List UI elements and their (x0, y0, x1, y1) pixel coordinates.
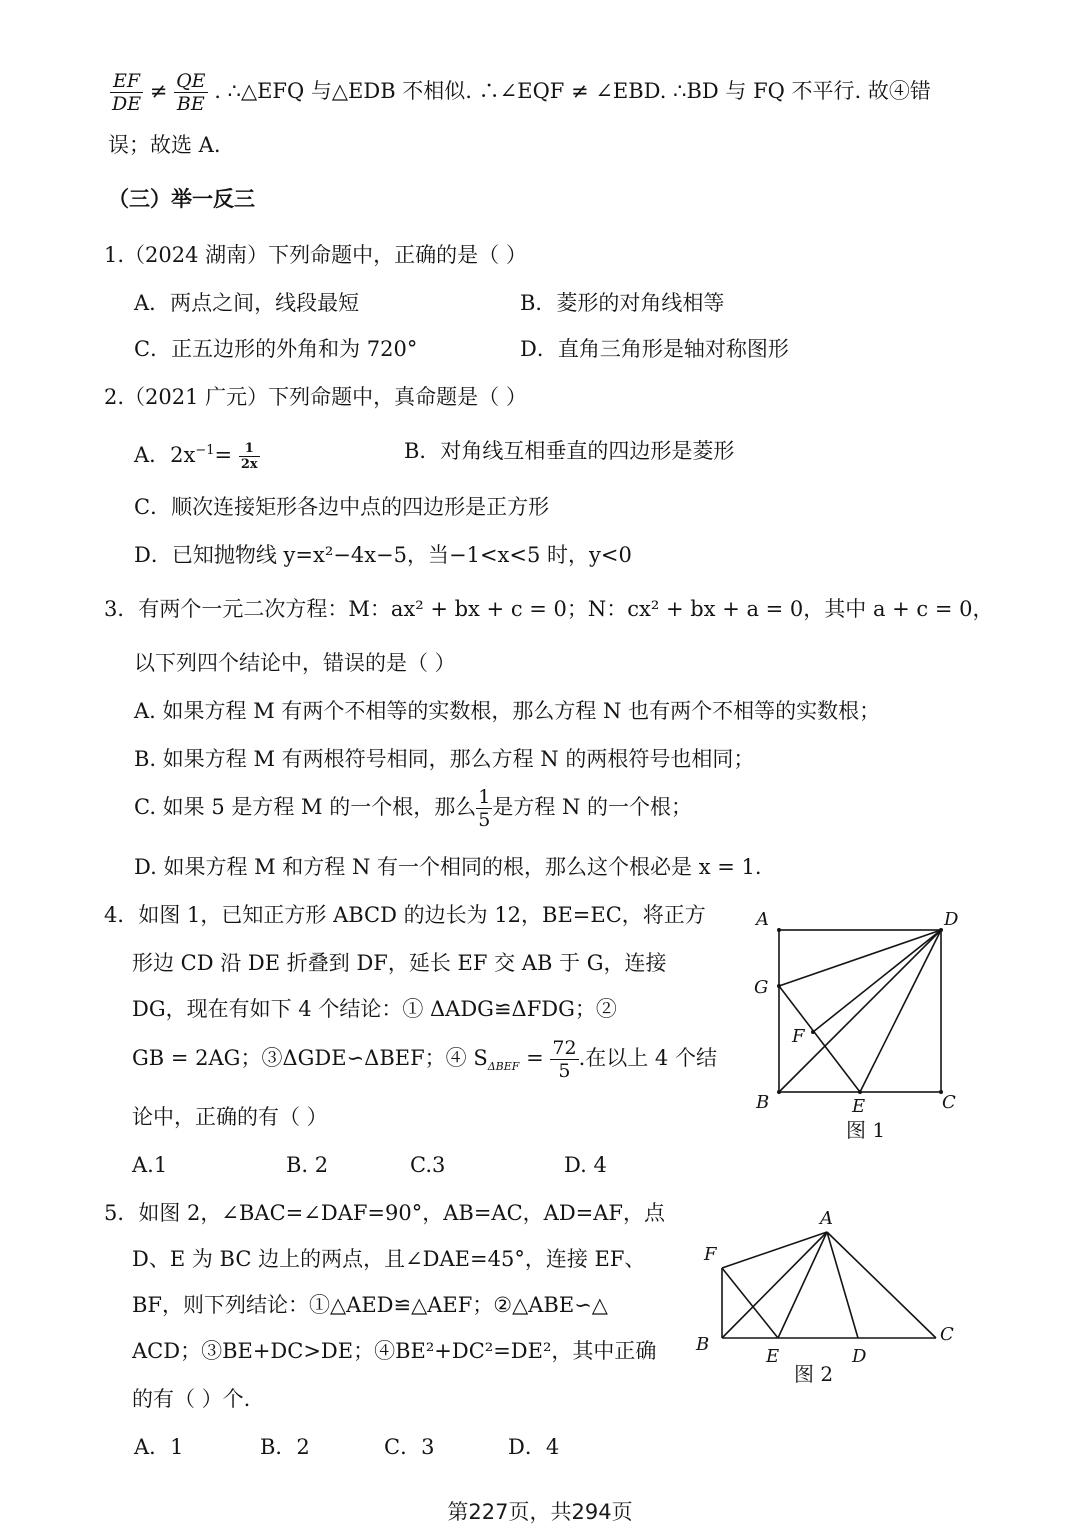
q3-option-c (134, 782, 692, 832)
neq-sign: ≠ (149, 79, 168, 103)
point-g (777, 984, 781, 988)
q3-c-pre: C. 如果 5 是方程 M 的一个根，那么 (134, 795, 477, 819)
segment-af (722, 1232, 827, 1268)
q4-line-4 (132, 1034, 717, 1091)
q2-a-fraction: $\frac{1}{2x}$ (240, 441, 258, 472)
fraction-ef-de: $\frac{EF}{DE}$ (112, 70, 142, 115)
section-title: （三）举一反三 (108, 187, 255, 211)
label-f: F (704, 1244, 717, 1265)
page-footer: 第227页，共294页 (447, 1500, 633, 1524)
point-d (939, 928, 943, 932)
point-f (811, 1030, 815, 1034)
q5-line-3: BF，则下列结论：①△AED≌△AEF；②△ABE∽△ (132, 1293, 608, 1317)
point-e (858, 1090, 862, 1094)
segment-fe (722, 1268, 778, 1338)
q1-option-c: C．正五边形的外角和为 720° (134, 337, 418, 361)
segment-ae (778, 1232, 827, 1338)
q5-option-d: D．4 (508, 1435, 560, 1459)
q4-l4-pre: GB = 2AG；③ΔGDE∽ΔBEF；④ S (132, 1046, 488, 1070)
segment-ac (827, 1232, 936, 1338)
segment-bd (779, 930, 941, 1092)
q3-c-post: 是方程 N 的一个根； (492, 795, 693, 819)
label-b: B (696, 1334, 710, 1355)
q3-option-b: B. 如果方程 M 有两根符号相同，那么方程 N 的两根符号也相同； (134, 747, 755, 771)
segment-fd (813, 930, 941, 1032)
q4-l4-eq: = (519, 1046, 551, 1070)
q2-a-base: A．2x (134, 443, 196, 467)
figure-2-triangle-diagram (690, 1200, 970, 1370)
q5-line-4: ACD；③BE+DC>DE；④BE²+DC²=DE²，其中正确 (132, 1339, 657, 1363)
q5-option-a: A．1 (134, 1435, 184, 1459)
point-a (777, 928, 781, 932)
figure-2-caption: 图 2 (794, 1362, 834, 1386)
label-b: B (756, 1092, 770, 1113)
label-c: C (942, 1092, 956, 1113)
q3-c-fraction: $\frac{1}{5}$ (478, 786, 491, 831)
q1-stem: 1.（2024 湖南）下列命题中，正确的是（ ） (104, 243, 527, 267)
q2-stem: 2.（2021 广元）下列命题中，真命题是（ ） (104, 385, 527, 409)
label-e: E (852, 1096, 866, 1117)
q5-option-b: B．2 (260, 1435, 310, 1459)
q4-option-d: D. 4 (564, 1153, 607, 1177)
q1-option-a: A．两点之间，线段最短 (134, 291, 360, 315)
q3-option-d: D. 如果方程 M 和方程 N 有一个相同的根，那么这个根必是 x = 1. (134, 855, 762, 879)
q2-option-d: D．已知抛物线 y=x²−4x−5，当−1<x<5 时，y<0 (134, 543, 632, 567)
q4-option-b: B. 2 (286, 1153, 329, 1177)
q4-line-3: DG，现在有如下 4 个结论：① ΔADG≌ΔFDG；② (132, 997, 617, 1021)
q2-option-a (134, 430, 260, 476)
q2-option-c: C．顺次连接矩形各边中点的四边形是正方形 (134, 495, 550, 519)
segment-ab (722, 1232, 827, 1338)
q5-option-c: C．3 (384, 1435, 435, 1459)
label-d: D (944, 909, 959, 930)
q3-stem: 3．有两个一元二次方程：M：ax² + bx + c = 0；N：cx² + bx + a = 0，其中 a + c = 0， (104, 597, 994, 621)
q5-line-5: 的有（ ）个. (132, 1387, 251, 1411)
label-g: G (754, 977, 769, 998)
label-a: A (820, 1208, 833, 1229)
q4-option-a: A.1 (132, 1153, 168, 1177)
q4-option-c: C.3 (410, 1153, 446, 1177)
q5-line-2: D、E 为 BC 边上的两点，且∠DAE=45°，连接 EF、 (132, 1247, 646, 1271)
intro-continuation: 误；故选 A. (108, 133, 221, 157)
point-b (777, 1090, 781, 1094)
q5-line-1: 5．如图 2，∠BAC=∠DAF=90°，AB=AC，AD=AF，点 (104, 1201, 666, 1225)
figure-1-square-diagram (740, 900, 970, 1140)
label-f: F (792, 1026, 805, 1047)
q4-line-5: 论中，正确的有（ ） (132, 1105, 328, 1129)
q1-option-d: D．直角三角形是轴对称图形 (520, 337, 789, 361)
label-a: A (756, 909, 769, 930)
q2-option-b: B．对角线互相垂直的四边形是菱形 (404, 439, 735, 463)
q4-l4-sub: ΔBEF (487, 1060, 520, 1074)
label-d: D (852, 1346, 867, 1367)
q4-line-2: 形边 CD 沿 DE 折叠到 DF，延长 EF 交 AB 于 G，连接 (132, 951, 667, 975)
q2-a-eq: = (214, 443, 233, 467)
fraction-qe-be: $\frac{QE}{BE}$ (176, 70, 206, 115)
q3-option-a: A. 如果方程 M 有两个不相等的实数根，那么方程 N 也有两个不相等的实数根； (134, 699, 881, 723)
label-c: C (940, 1324, 954, 1345)
q4-line-1: 4．如图 1，已知正方形 ABCD 的边长为 12，BE=EC，将正方 (104, 903, 706, 927)
q3-stem-cont: 以下列四个结论中，错误的是（ ） (134, 651, 456, 675)
q4-l4-post: .在以上 4 个结 (578, 1046, 717, 1070)
intro-line (110, 66, 931, 116)
q2-a-exp: −1 (195, 443, 215, 458)
figure-1-caption: 图 1 (846, 1118, 886, 1142)
label-e: E (766, 1346, 780, 1367)
q4-l4-fraction: $\frac{72}{5}$ (552, 1037, 577, 1082)
intro-text: . ∴△EFQ 与△EDB 不相似. ∴∠EQF ≠ ∠EBD. ∴BD 与 FQ 不平行. 故④错 (214, 79, 931, 103)
q1-option-b: B．菱形的对角线相等 (520, 291, 725, 315)
